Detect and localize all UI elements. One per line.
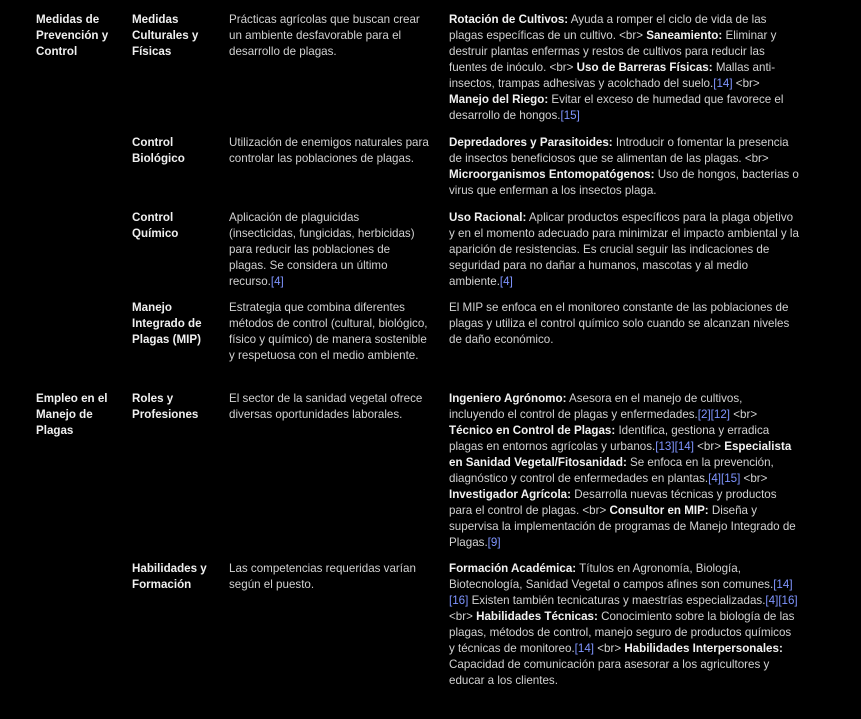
category-cell: Empleo en el Manejo de Plagas (36, 392, 108, 437)
detail-term: Especialista en Sanidad Vegetal/Fitosanidad: (449, 440, 792, 469)
detail-term: Habilidades Interpersonales: (624, 642, 783, 655)
description-cell: Estrategia que combina diferentes métodos de control (cultural, biológico, físico y químico) de manera sostenible y respetuosa con el medio ambiente. (229, 301, 428, 362)
detail-term: Saneamiento: (646, 29, 723, 42)
detail-text: <br> (449, 610, 477, 623)
details-cell (449, 12, 799, 124)
detail-text: Identifica, gestiona y erradica plagas en entornos agrícolas y urbanos. (449, 424, 770, 453)
details-cell (449, 300, 799, 348)
details-cell (449, 135, 799, 199)
description-cell: Prácticas agrícolas que buscan crear un ambiente desfavorable para el desarrollo de plagas. (229, 13, 420, 58)
description-cell: Las competencias requeridas varían según el puesto. (229, 562, 416, 591)
reference-link[interactable]: [13] (655, 440, 675, 453)
reference-link[interactable]: [4] (270, 275, 284, 288)
details-cell (449, 391, 799, 551)
category-cell: Medidas de Prevención y Control (36, 13, 109, 58)
detail-text: Ayuda a romper el ciclo de vida de las plagas específicas de un cultivo. <br> (449, 13, 767, 42)
detail-term: Habilidades Técnicas: (476, 610, 598, 623)
details-cell (449, 210, 799, 290)
detail-term: Rotación de Cultivos: (449, 13, 569, 26)
detail-text: Conocimiento sobre la biología de las plagas, métodos de control, manejo seguro de productos químicos y técnicas de monitoreo. (449, 610, 795, 655)
detail-term: Uso Racional: (449, 211, 527, 224)
detail-term: Investigador Agrícola: (449, 488, 571, 501)
reference-link[interactable]: [14] (773, 578, 793, 591)
description-cell: Utilización de enemigos naturales para controlar las poblaciones de plagas. (229, 136, 429, 165)
detail-term: Uso de Barreras Físicas: (576, 61, 713, 74)
detail-text: El MIP se enfoca en el monitoreo constante de las poblaciones de plagas y utiliza el control químico solo cuando se alcanzan niveles de daño económico. (449, 301, 790, 346)
reference-link[interactable]: [4] (708, 472, 721, 485)
detail-text: <br> (730, 408, 758, 421)
detail-term: Microorganismos Entomopatógenos: (449, 168, 655, 181)
detail-text: <br> (693, 440, 725, 453)
detail-text: Asesora en el manejo de cultivos, incluyendo el control de plagas y enfermedades. (449, 392, 743, 421)
reference-link[interactable]: [4] (765, 594, 779, 607)
subcategory-cell: Roles y Profesiones (132, 392, 199, 421)
subcategory-cell: Medidas Culturales y Físicas (132, 13, 199, 58)
detail-term: Consultor en MIP: (609, 504, 709, 517)
detail-term: Manejo del Riego: (449, 93, 549, 106)
reference-link[interactable]: [14] (574, 642, 595, 655)
detail-text: Eliminar y destruir plantas enfermas y restos de cultivos para reducir las fuentes de inóculo. <br> (449, 29, 777, 74)
reference-link[interactable]: [14] (713, 77, 733, 90)
detail-text: Desarrolla nuevas técnicas y productos para el control de plagas. <br> (449, 488, 777, 517)
detail-term: Ingeniero Agrónomo: (449, 392, 567, 405)
detail-text: Aplicar productos específicos para la plaga objetivo y en el momento adecuado para minimizar el impacto ambiental y la aparición de resistencias. Es crucial seguir las indicaciones de seguridad para no dañar a humanos, mascotas y al medio ambiente. (449, 211, 799, 288)
detail-text: <br> (732, 77, 760, 90)
detail-text: <br> (594, 642, 625, 655)
detail-text: Títulos en Agronomía, Biología, Biotecnología, Sanidad Vegetal o campos afines son comunes. (449, 562, 774, 591)
reference-link[interactable]: [12] (710, 408, 731, 421)
detail-text: Diseña y supervisa la implementación de programas de Manejo Integrado de Plagas. (449, 504, 796, 549)
subcategory-cell: Control Biológico (132, 136, 185, 165)
detail-text: Capacidad de comunicación para asesorar a los agricultores y educar a los clientes. (449, 658, 770, 687)
reference-link[interactable]: [14] (674, 440, 694, 453)
reference-link[interactable]: [15] (560, 109, 580, 122)
detail-text: <br> (740, 472, 768, 485)
detail-term: Técnico en Control de Plagas: (449, 424, 616, 437)
reference-link[interactable]: [9] (487, 536, 501, 549)
description-cell: El sector de la sanidad vegetal ofrece diversas oportunidades laborales. (229, 392, 423, 421)
detail-text: Uso de hongos, bacterias o virus que enferman a los insectos plaga. (449, 168, 799, 197)
detail-term: Formación Académica: (449, 562, 577, 575)
subcategory-cell: Manejo Integrado de Plagas (MIP) (132, 301, 202, 346)
detail-text: Mallas anti-insectos, trampas adhesivas y acolchado del suelo. (449, 61, 776, 90)
description-text: Aplicación de plaguicidas (insecticidas, fungicidas, herbicidas) para reducir las poblaciones de plagas. Se considera un último recurso. (229, 211, 415, 288)
reference-link[interactable]: [2] (697, 408, 711, 421)
reference-link[interactable]: [16] (449, 594, 469, 607)
detail-text: Existen también tecnicaturas y maestrías especializadas. (468, 594, 766, 607)
detail-term: Depredadores y Parasitoides: (449, 136, 613, 149)
description-cell (229, 210, 429, 290)
detail-text: Introducir o fomentar la presencia de insectos beneficiosos que se alimentan de las plagas. <br> (449, 136, 789, 165)
subcategory-cell: Control Químico (132, 211, 179, 240)
reference-link[interactable]: [4] (499, 275, 513, 288)
reference-link[interactable]: [16] (778, 594, 798, 607)
detail-text: Evitar el exceso de humedad que favorece el desarrollo de hongos. (449, 93, 784, 122)
reference-link[interactable]: [15] (720, 472, 741, 485)
subcategory-cell: Habilidades y Formación (132, 562, 207, 591)
details-cell (449, 561, 799, 689)
detail-text: Se enfoca en la prevención, diagnóstico y control de enfermedades en plantas. (449, 456, 774, 485)
